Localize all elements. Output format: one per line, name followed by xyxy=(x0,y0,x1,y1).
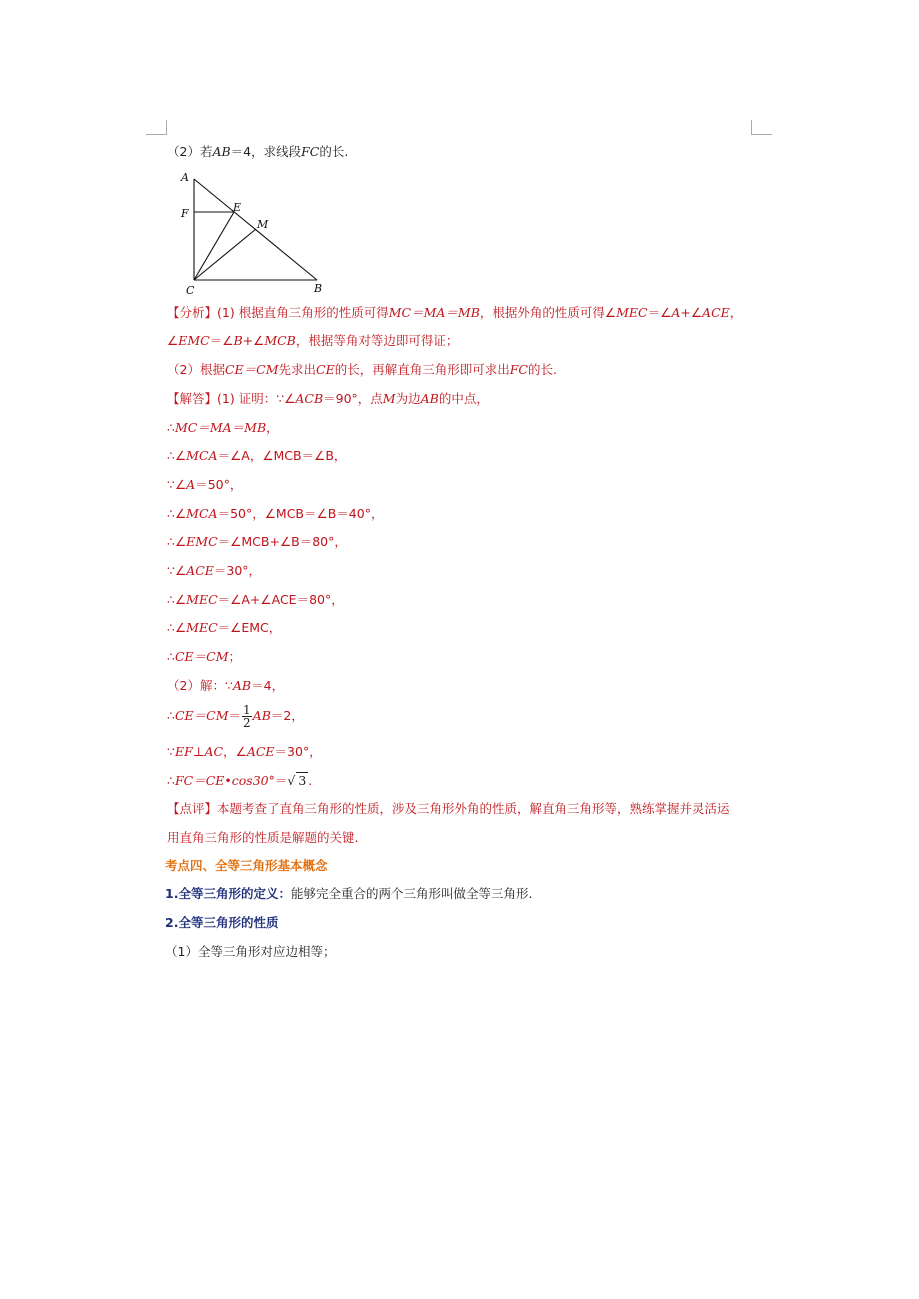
label-m: M xyxy=(257,218,269,231)
property-heading: 2.全等三角形的性质 xyxy=(165,915,279,930)
section-title: 考点四、全等三角形基本概念 xyxy=(165,858,328,873)
solution-step: ∴∠MEC＝∠A+∠ACE＝80°， xyxy=(167,592,344,607)
solution-step: ∵∠ACE＝30°， xyxy=(167,563,262,578)
analysis-line-1: 【分析】(1) 根据直角三角形的性质可得MC＝MA＝MB，根据外角的性质可得∠MEC＝∠A+∠ACE， xyxy=(167,305,743,320)
question-line: （2）若AB＝4，求线段FC的长. xyxy=(167,144,349,159)
label-b: B xyxy=(314,282,323,295)
label-a: A xyxy=(181,171,189,184)
solution-part2-line-2: ∴CE＝CM＝ $\frac{1}{2}$ AB＝2， xyxy=(167,703,304,730)
sqrt-sign: √ xyxy=(287,773,296,788)
analysis-line-3: （2）根据CE＝CM先求出CE的长，再解直角三角形即可求出FC的长. xyxy=(167,362,557,377)
solution-step: ∴CE＝CM； xyxy=(167,649,242,664)
fraction-one-half: $\frac{1}{2}$ xyxy=(243,703,251,730)
page-corner-mark-right xyxy=(751,120,772,135)
solution-step: ∴MC＝MA＝MB， xyxy=(167,420,279,435)
solution-part2-line-1: （2）解：∵AB＝4， xyxy=(167,678,285,693)
segment-cm xyxy=(194,229,256,280)
label-e: E xyxy=(233,201,242,214)
page-corner-mark-left xyxy=(146,120,167,135)
comment-line-1: 【点评】本题考查了直角三角形的性质，涉及三角形外角的性质，解直角三角形等，熟练掌握并灵活运 xyxy=(167,801,730,816)
label-c: C xyxy=(186,284,195,297)
segment-ce xyxy=(194,212,234,280)
solution-step: ∴∠MCA＝∠A，∠MCB＝∠B， xyxy=(167,448,347,463)
solution-line-1: 【解答】(1) 证明：∵∠ACB＝90°，点M为边AB的中点， xyxy=(167,391,489,406)
solution-part2-line-3: ∵EF⊥AC，∠ACE＝30°， xyxy=(167,744,322,759)
solution-step: ∵∠A＝50°， xyxy=(167,477,243,492)
definition-line: 1.全等三角形的定义：能够完全重合的两个三角形叫做全等三角形. xyxy=(165,886,533,901)
triangle-figure xyxy=(176,166,336,298)
solution-step: ∴∠MCA＝50°，∠MCB＝∠B＝40°， xyxy=(167,506,384,521)
label-f: F xyxy=(181,207,189,220)
solution-step: ∴∠MEC＝∠EMC， xyxy=(167,620,282,635)
property-item-1: （1）全等三角形对应边相等； xyxy=(165,944,336,959)
comment-line-2: 用直角三角形的性质是解题的关键. xyxy=(167,830,359,845)
solution-step: ∴∠EMC＝∠MCB+∠B＝80°， xyxy=(167,534,347,549)
sqrt-value: 3 xyxy=(298,773,307,788)
analysis-line-2: ∠EMC＝∠B+∠MCB，根据等角对等边即可得证； xyxy=(167,333,459,348)
solution-part2-line-4: ∴FC＝CE•cos30°＝√ 3 . xyxy=(167,773,313,788)
